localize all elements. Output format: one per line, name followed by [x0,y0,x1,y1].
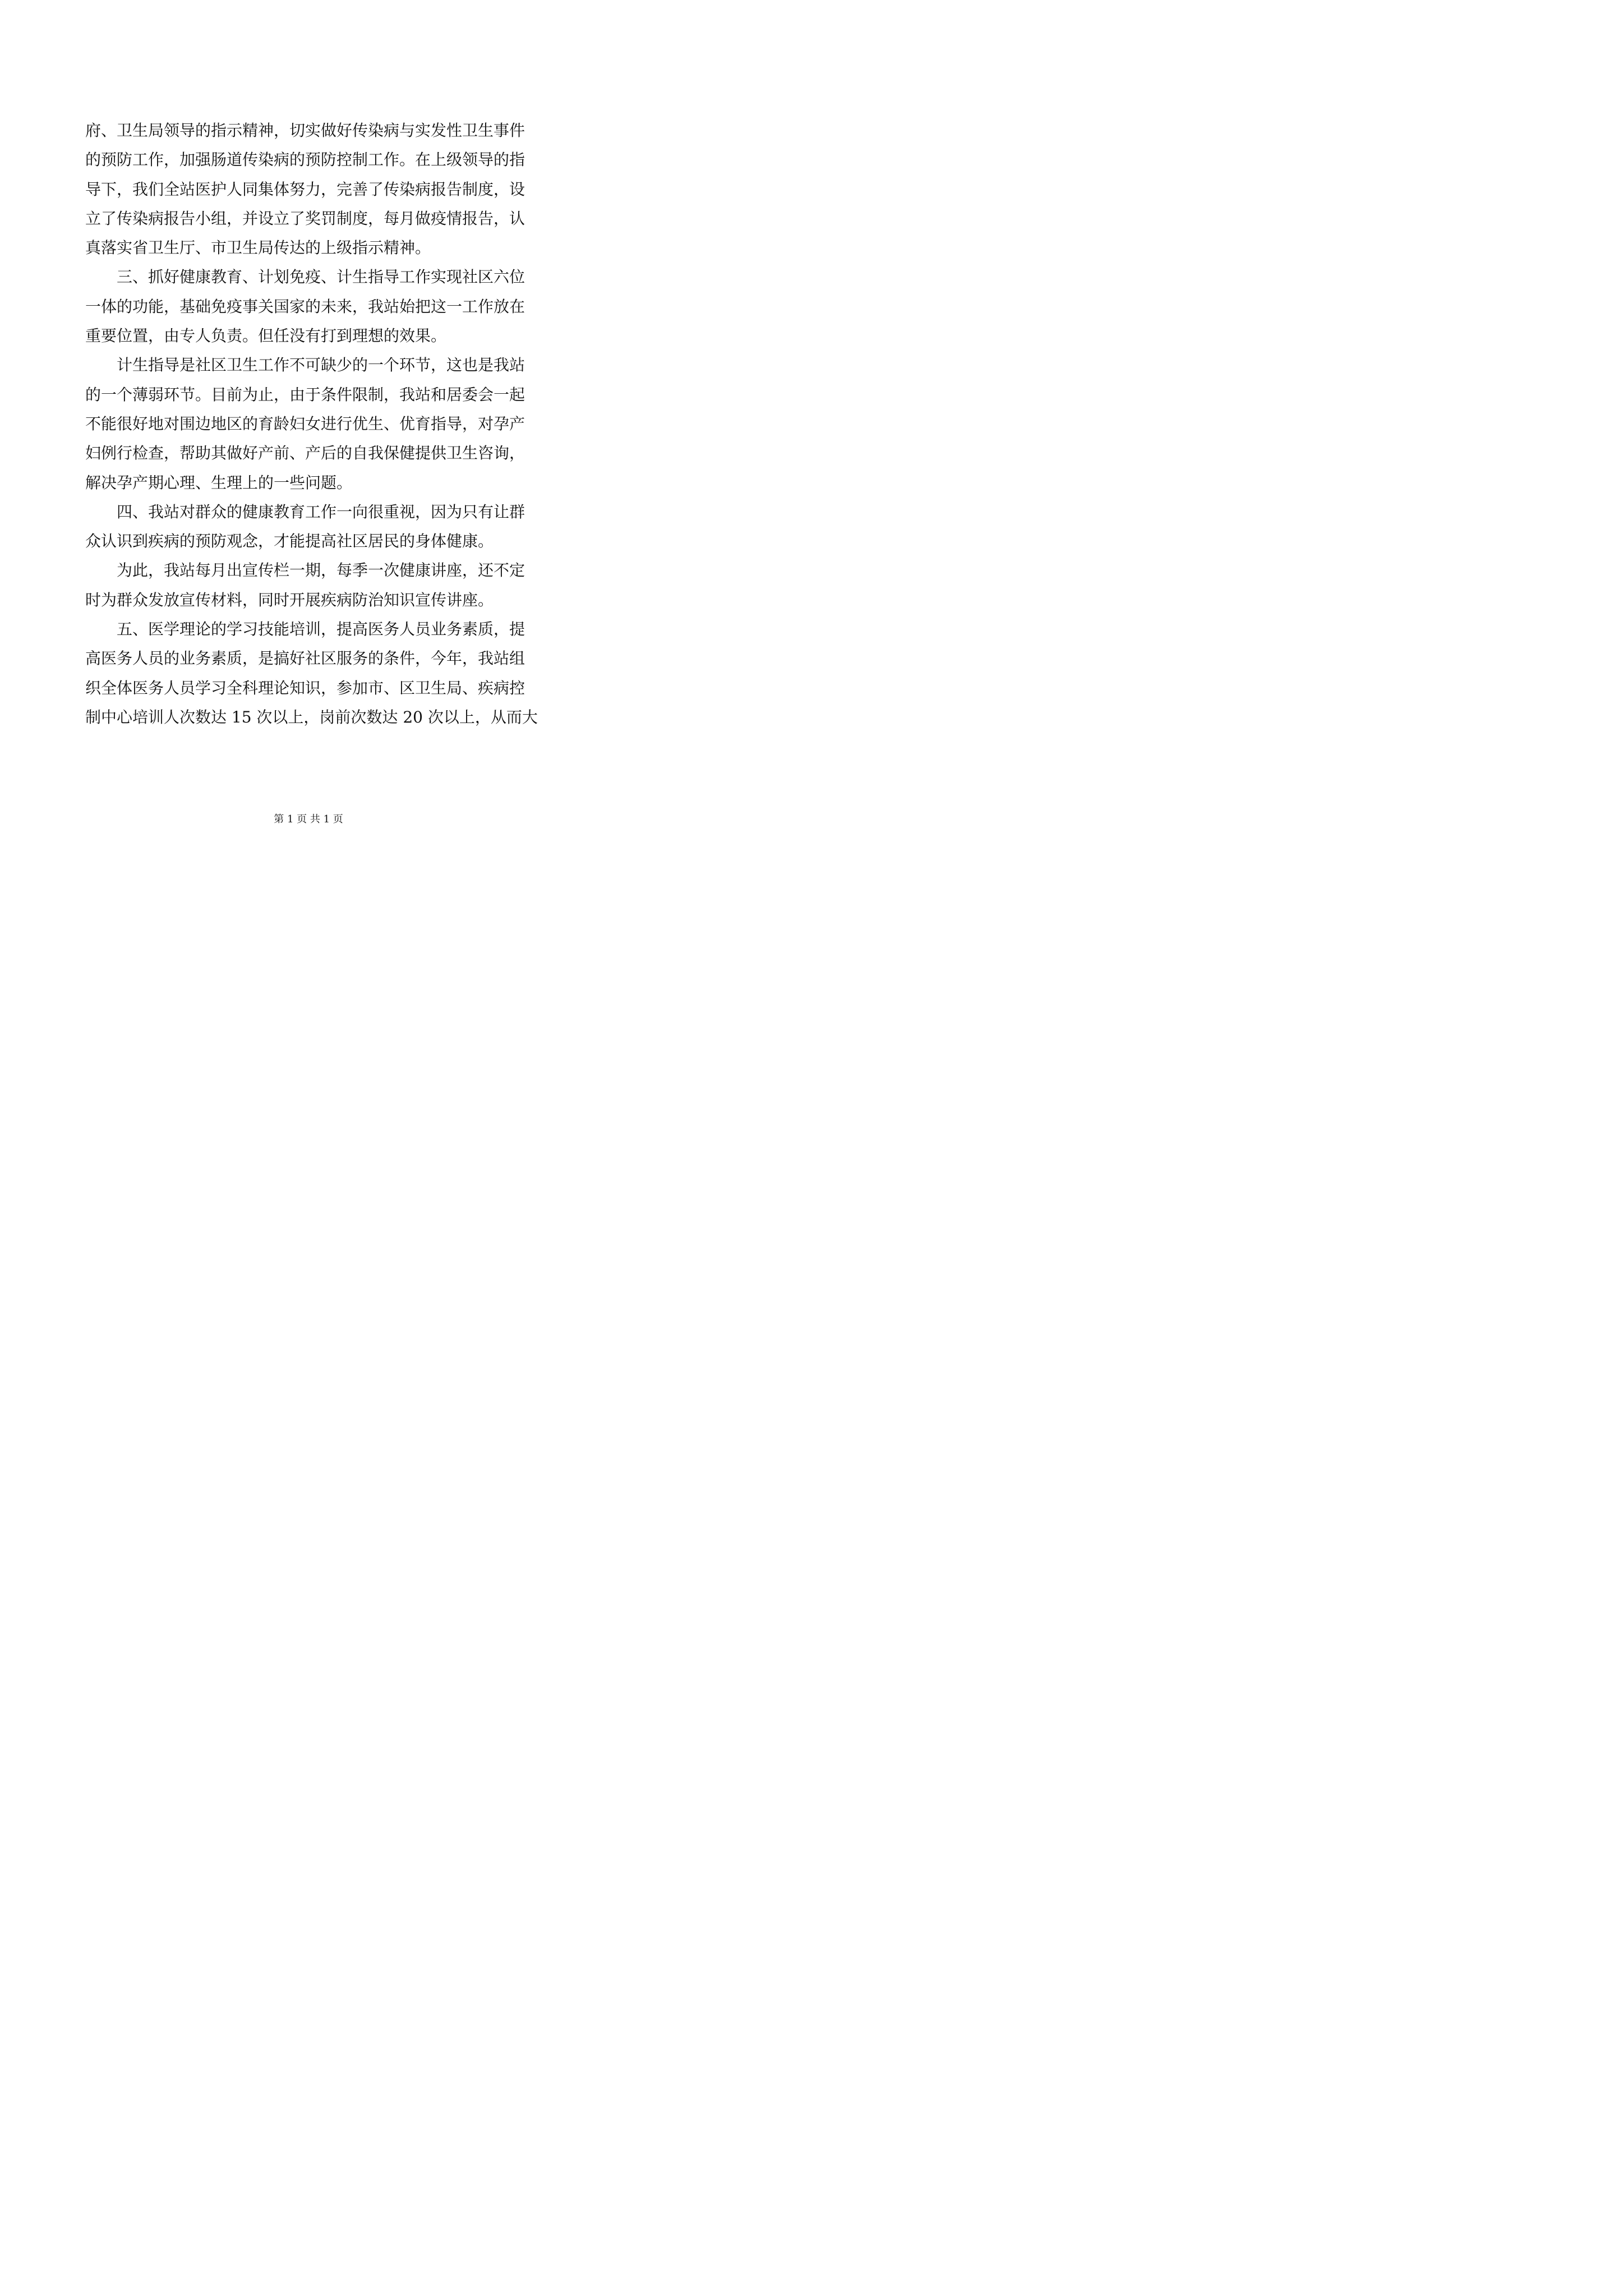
document-body [85,116,551,732]
document-page [0,0,617,873]
text-line: 重要位置，由专人负责。但任没有打到理想的效果。 [85,326,447,346]
text-line: 计生指导是社区卫生工作不可缺少的一个环节，这也是我站 [117,356,525,375]
text-line: 府、卫生局领导的指示精神，切实做好传染病与实发性卫生事件 [85,121,525,140]
text-line: 制中心培训人次数达 15 次以上，岗前次数达 20 次以上，从而大 [85,707,538,726]
text-line: 高医务人员的业务素质，是搞好社区服务的条件，今年，我站组 [85,649,525,668]
text-line: 为此，我站每月出宣传栏一期，每季一次健康讲座，还不定 [117,561,525,580]
text-line: 一体的功能，基础免疫事关国家的未来，我站始把这一工作放在 [85,297,525,316]
page-footer: 第 1 页 共 1 页 [274,813,343,825]
text-line: 解决孕产期心理、生理上的一些问题。 [85,473,353,492]
text-line: 导下，我们全站医护人同集体努力，完善了传染病报告制度，设 [85,180,525,199]
text-line: 立了传染病报告小组，并设立了奖罚制度，每月做疫情报告，认 [85,209,525,228]
text-line: 众认识到疾病的预防观念，才能提高社区居民的身体健康。 [85,532,494,551]
text-line: 四、我站对群众的健康教育工作一向很重视，因为只有让群 [117,502,525,521]
text-line: 三、抓好健康教育、计划免疫、计生指导工作实现社区六位 [117,268,525,287]
text-line: 不能很好地对围边地区的育龄妇女进行优生、优育指导，对孕产 [85,414,525,433]
text-line: 的一个薄弱环节。目前为止，由于条件限制，我站和居委会一起 [85,385,525,404]
text-line: 织全体医务人员学习全科理论知识，参加市、区卫生局、疾病控 [85,678,525,697]
text-line: 妇例行检查，帮助其做好产前、产后的自我保健提供卫生咨询， [85,444,525,463]
text-line: 时为群众发放宣传材料，同时开展疾病防治知识宣传讲座。 [85,590,494,609]
text-line: 五、医学理论的学习技能培训，提高医务人员业务素质，提 [117,620,525,639]
text-line: 的预防工作，加强肠道传染病的预防控制工作。在上级领导的指 [85,150,525,169]
text-line: 真落实省卫生厅、市卫生局传达的上级指示精神。 [85,238,431,257]
